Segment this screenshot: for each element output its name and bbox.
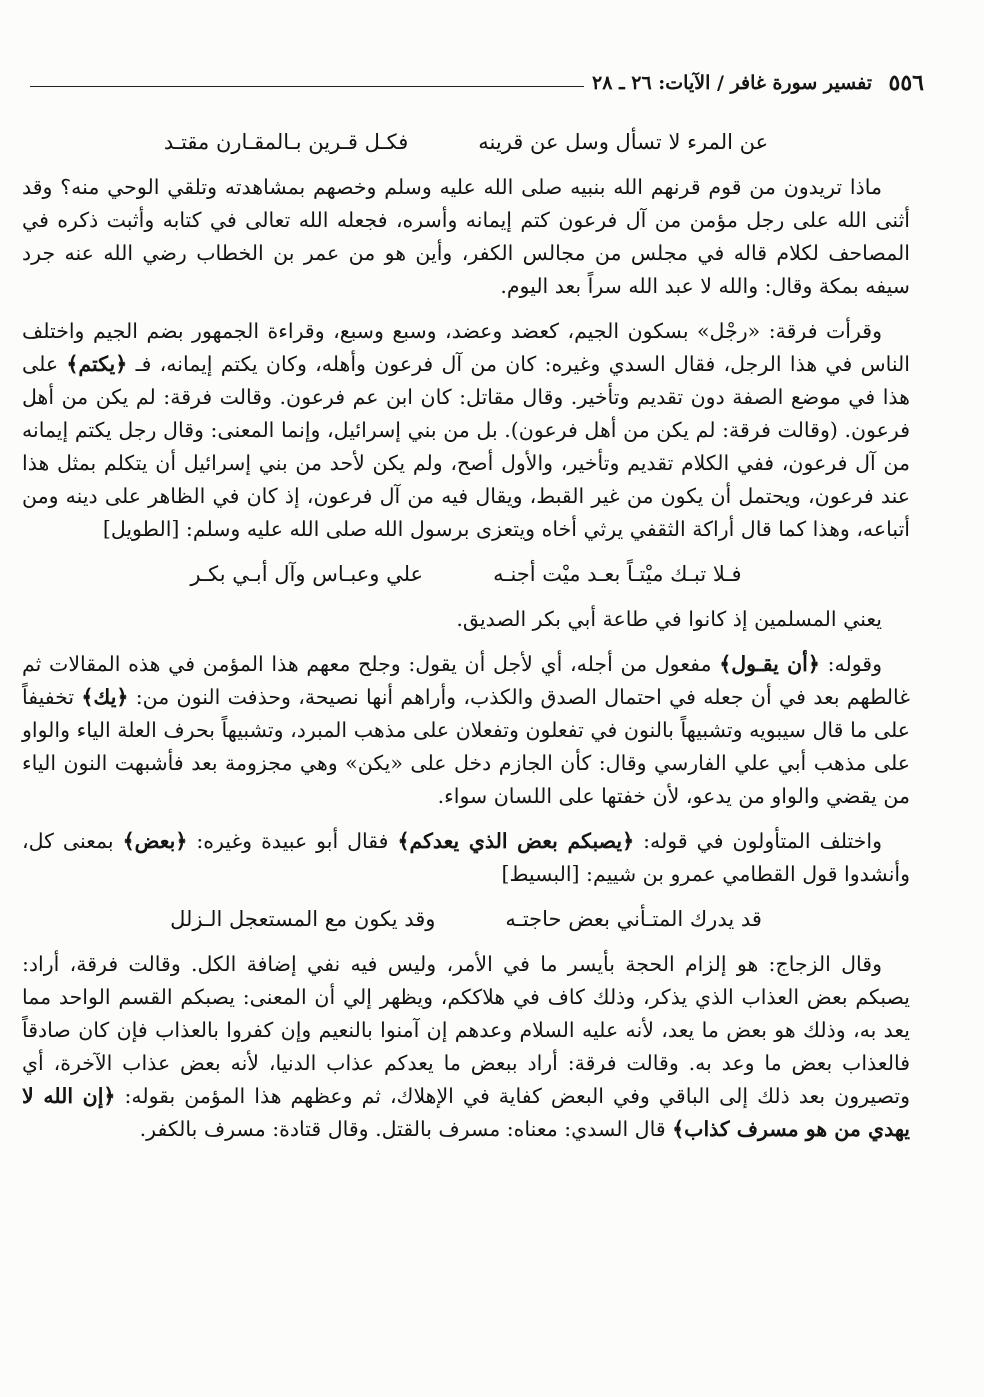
paragraph-text: واختلف المتأولون في قوله: (634, 829, 882, 853)
quran-reference: ﴿يك﴾ (81, 685, 129, 709)
running-title: تفسير سورة غافر / الآيات: ٢٦ ـ ٢٨ (592, 72, 872, 94)
running-header (30, 72, 872, 94)
verse-couplet (22, 558, 910, 591)
quran-reference: ﴿يكتم﴾ (66, 352, 128, 376)
page-body (22, 118, 910, 1158)
paragraph-text: تخفيفاً على ما قال سيبويه وتشبيهاً بالنون في تفعلون وتفعلان على مذهب المبرد، وتشبيهاً بحرف العلة الياء والواو على مذهب أبي علي الفارسي وقال: كأن الجازم دخل على «يكن» وهي مجزومة بعد فأشبهت النون الياء من يقضي والواو من يدعو، لأن خفتها على اللسان سواء. (22, 685, 910, 808)
paragraph: ماذا تريدون من قوم قرنهم الله بنبيه صلى الله عليه وسلم وخصهم بمشاهدته وتلقي الوحي منه؟ وقد أثنى الله على رجل مؤمن من آل فرعون كتم إيمانه وأسره، فجعله الله تعالى في كتابه وأثبت ذكره في المصاحف لكلام قاله في مجلس من مجالس الكفر، وأين هو من عمر بن الخطاب رضي الله عنه جرد سيفه بمكة وقال: والله لا عبد الله سراً بعد اليوم. (22, 175, 910, 298)
quran-reference: ﴿أن يقـول﴾ (719, 652, 820, 676)
verse-hemistich-first: عن المرء لا تسأل وسل عن قرينه (478, 130, 769, 154)
paragraph-text: وقوله: (819, 652, 883, 676)
verse-hemistich-first: فـلا تبـك ميْتـاً بعـد ميْت أجنـه (493, 562, 742, 586)
verse-hemistich-second: وقد يكون مع المستعجل الـزلل (170, 907, 436, 931)
paragraph (22, 825, 910, 891)
verse-couplet (22, 126, 910, 159)
header-rule (30, 86, 584, 87)
paragraph-text: مفعول من أجله، أي لأجل أن يقول: وجلح معهم هذا المؤمن في هذه المقالات ثم غالطهم بعد في أن جعله في احتمال الصدق والكذب، وأراهم أنها نصيحة، وحذفت النون من: (22, 652, 910, 709)
paragraph-text: وقرأت فرقة: «رجْل» بسكون الجيم، كعضد وعضد، وسبع وسبع، وقراءة الجمهور بضم الجيم واختلف الناس في هذا الرجل، فقال السدي وغيره: كان من آل فرعون وأهله، وكان يكتم إيمانه، فـ (22, 319, 910, 376)
paragraph-text: قال السدي: معناه: مسرف بالقتل. وقال قتادة: مسرف بالكفر. (139, 1117, 673, 1141)
quran-reference: ﴿إن الله لا يهدي من هو مسرف كذاب﴾ (22, 1084, 910, 1141)
paragraph-text: بمعنى كل، وأنشدوا قول القطامي عمرو بن شييم: [البسيط] (22, 829, 910, 886)
paragraph (22, 948, 910, 1146)
verse-hemistich-second: علي وعبـاس وآل أبـي بكـر (190, 562, 424, 586)
paragraph-text: على هذا في موضع الصفة دون تقديم وتأخير. وقال مقاتل: كان ابن عم فرعون. وقالت فرقة: لم يكن من أهل فرعون. (وقالت فرقة: لم يكن من أهل فرعون). بل من بني إسرائيل، وإنما المعنى: وقال رجل يكتم إيمانه من آل فرعون، ففي الكلام تقديم وتأخير، والأول أصح، ولم يكن لأحد من بني إسرائيل أن يتكلم بمثل هذا عند فرعون، ويحتمل أن يكون من غير القبط، ويقال فيه من آل فرعون، إذ كان في الظاهر على دينه ومن أتباعه، وهذا كما قال أراكة الثقفي يرثي أخاه ويتعزى برسول الله صلى الله عليه وسلم: [الطويل] (22, 352, 910, 541)
verse-hemistich-second: فكـل قـرين بـالمقـارن مقتـد (163, 130, 409, 154)
quran-reference: ﴿يصبكم بعض الذي يعدكم﴾ (397, 829, 635, 853)
book-page (20, 0, 964, 1397)
paragraph: يعني المسلمين إذ كانوا في طاعة أبي بكر الصديق. (456, 607, 882, 631)
paragraph-text: فقال أبو عبيدة وغيره: (187, 829, 398, 853)
verse-hemistich-first: قد يدرك المتـأني بعض حاجتـه (505, 907, 762, 931)
paragraph (22, 315, 910, 546)
paragraph-text: وقال الزجاج: هو إلزام الحجة بأيسر ما في الأمر، وليس فيه نفي إضافة الكل. وقالت فرقة، أراد: يصبكم بعض العذاب الذي يذكر، وذلك كاف في هلاككم، ويظهر إلي أن المعنى: يصبكم القسم الواحد مما يعد به، وذلك هو بعض ما يعد، لأنه عليه السلام وعدهم إن آمنوا بالنعيم وإن كفروا بالعذاب فإن كان صادقاً فالعذاب بعض ما وعد به. وقالت فرقة: أراد ببعض ما يعدكم عذاب الدنيا، لأنه بعض عذاب الآخرة، أي وتصيرون بعد ذلك إلى الباقي وفي البعض كفاية في الإهلاك، ثم وعظهم هذا المؤمن بقوله: (22, 952, 910, 1108)
paragraph (22, 648, 910, 813)
quran-reference: ﴿بعض﴾ (122, 829, 188, 853)
page-number: ٥٥٦ (888, 70, 924, 96)
verse-couplet (22, 903, 910, 936)
